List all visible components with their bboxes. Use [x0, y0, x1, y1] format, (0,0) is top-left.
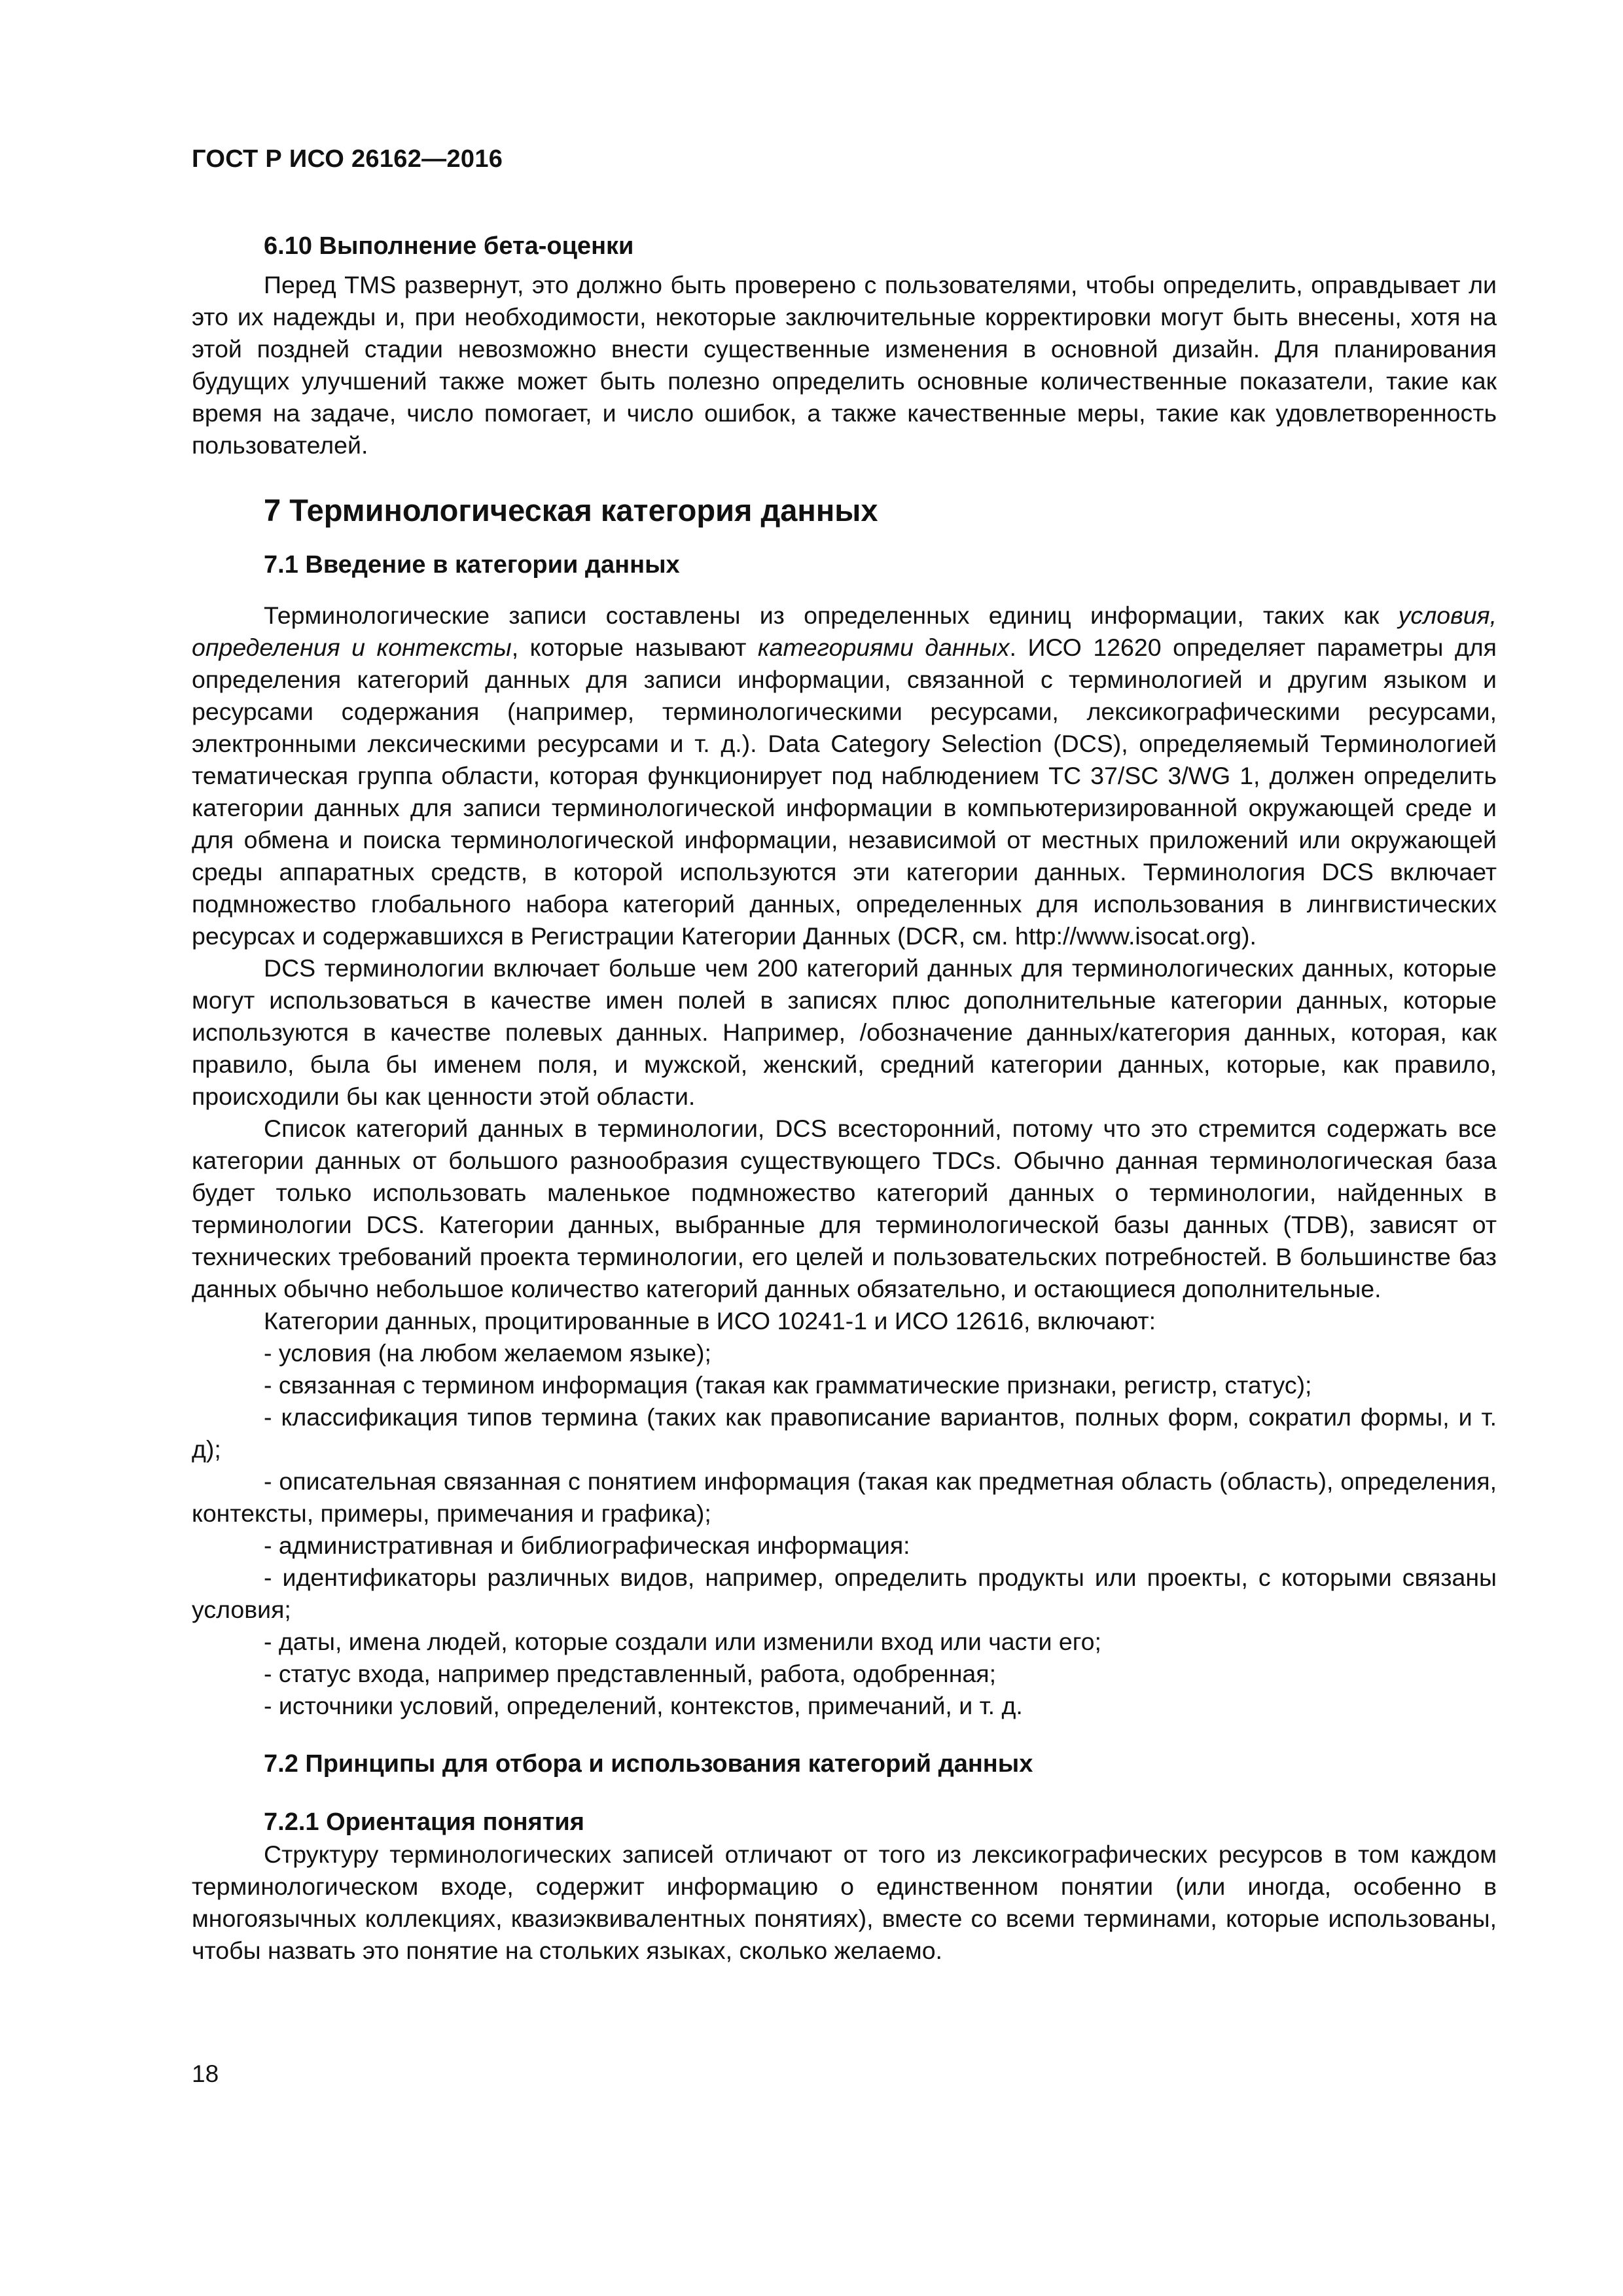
section-7-2-heading: 7.2 Принципы для отбора и использования категорий данных — [264, 1750, 1033, 1778]
section-7-1-paragraph-3: Список категорий данных в терминологии, DCS всесторонний, потому что это стремится содержать все категории данных от большого разнообразия существующего TDCs. Обычно данная терминологическая база будет только использовать маленькое подмножество категорий данных о терминологии, найденных в терминологии DCS. Категории данных, выбранные для терминологической базы данных (TDB), зависят от технических требований проекта терминологии, его целей и пользовательских потребностей. В большинстве баз данных обычно небольшое количество категорий данных обязательно, и остающиеся дополнительные. — [192, 1115, 1497, 1302]
list-item: - административная и библиографическая информация: — [264, 1532, 910, 1559]
page-number: 18 — [192, 2060, 219, 2087]
list-item: - условия (на любом желаемом языке); — [264, 1339, 711, 1367]
text-run: , которые называют — [511, 634, 758, 661]
section-7-1-paragraph-1 — [192, 600, 1497, 952]
list-item: - источники условий, определений, контекстов, примечаний, и т. д. — [264, 1692, 1023, 1719]
list-item: - классификация типов термина (таких как правописание вариантов, полных форм, сократил формы, и т. д); — [192, 1403, 1497, 1463]
section-7-1-paragraph-4: Категории данных, процитированные в ИСО 10241-1 и ИСО 12616, включают: — [264, 1307, 1156, 1335]
section-7-2-1-paragraph: Структуру терминологических записей отличают от того из лексикографических ресурсов в том каждом терминологическом входе, содержит информацию о единственном понятии (или иногда, особенно в многоязычных коллекциях, квазиэквивалентных понятиях), вместе со всеми терминами, которые использованы, чтобы назвать это понятие на стольких языках, сколько желаемо. — [192, 1840, 1497, 1964]
list-item: - описательная связанная с понятием информация (такая как предметная область (область), определения, контексты, примеры, примечания и графика); — [192, 1467, 1497, 1527]
section-7-1-heading: 7.1 Введение в категории данных — [264, 551, 680, 579]
text-run: . ИСО 12620 определяет параметры для определения категорий данных для записи информации, связанной с терминологией и другим языком и ресурсами содержания (например, терминологическими ресурсами, лексикографическими ресурсами, электронными лексическими ресурсами и т. д.). Data Category Selection (DCS), определяемый Терминологией тематическая группа области, которая функционирует под наблюдением ТС 37/SC 3/WG 1, должен определить категории данных для записи терминологической информации в компьютеризированной окружающей среде и для обмена и поиска терминологической информации, независимой от местных приложений или окружающей среды аппаратных средств, в которой используются эти категории данных. Терминология DCS включает подмножество глобального набора категорий данных, определенных для использования в лингвистических ресурсах и содержавшихся в Регистрации Категории Данных (DCR, см. http://www.isocat.org). — [192, 634, 1497, 950]
list-item: - связанная с термином информация (такая как грамматические признаки, регистр, статус); — [264, 1371, 1312, 1399]
document-body — [192, 230, 1497, 1967]
section-7-heading: 7 Терминологическая категория данных — [264, 493, 878, 528]
list-item: - статус входа, например представленный, работа, одобренная; — [264, 1660, 996, 1687]
section-6-10-paragraph: Перед TMS развернут, это должно быть проверено с пользователями, чтобы определить, оправдывает ли это их надежды и, при необходимости, некоторые заключительные корректировки могут быть внесены, хотя на этой поздней стадии невозможно внести существенные изменения в основной дизайн. Для планирования будущих улучшений также может быть полезно определить основные количественные показатели, такие как время на задаче, число помогает, и число ошибок, а также качественные меры, такие как удовлетворенность пользователей. — [192, 271, 1497, 459]
list-item: - даты, имена людей, которые создали или изменили вход или части его; — [264, 1628, 1101, 1655]
emphasis-data-categories: категориями данных — [757, 634, 1010, 661]
list-item: - идентификаторы различных видов, например, определить продукты или проекты, с которыми связаны условия; — [192, 1564, 1497, 1623]
section-7-1-paragraph-2: DCS терминологии включает больше чем 200 категорий данных для терминологических данных, которые могут использоваться в качестве имен полей в записях плюс дополнительные категории данных, которые используются в качестве полевых данных. Например, /обозначение данных/категория данных, которая, как правило, была бы именем поля, и мужской, женский, средний категории данных, которые, как правило, происходили бы как ценности этой области. — [192, 954, 1497, 1110]
text-run: Терминологические записи составлены из определенных единиц информации, таких как — [264, 601, 1399, 629]
document-header: ГОСТ Р ИСО 26162—2016 — [192, 145, 503, 173]
section-7-2-1-heading: 7.2.1 Ориентация понятия — [264, 1808, 584, 1836]
section-6-10-heading: 6.10 Выполнение бета-оценки — [264, 232, 634, 260]
emphasis-terms: условия, определения и контексты — [192, 601, 1497, 661]
